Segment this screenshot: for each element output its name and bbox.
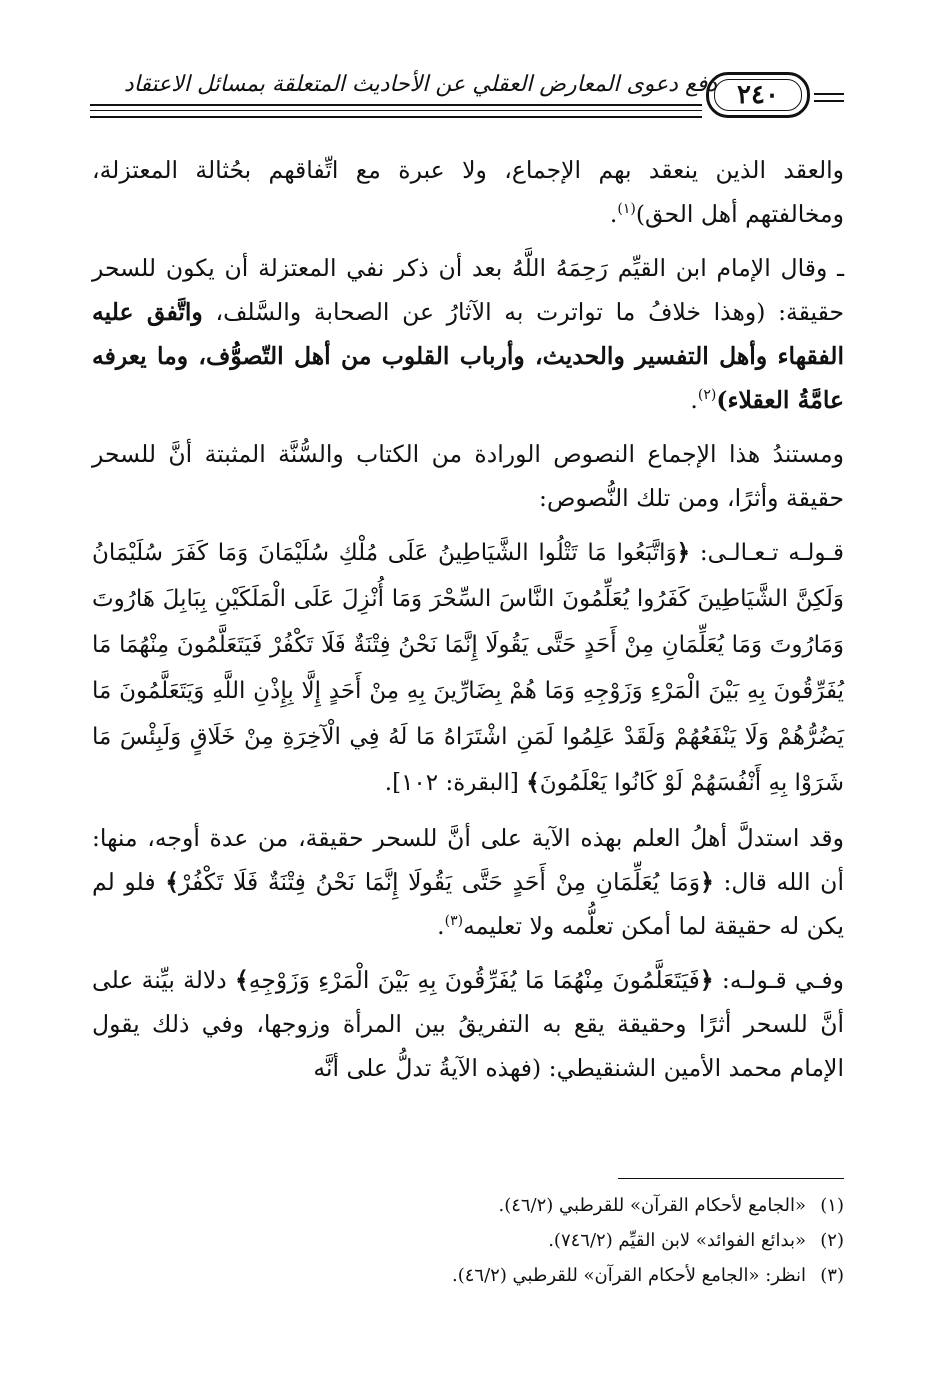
quran-verse: وَمَا يُعَلِّمَانِ مِنْ أَحَدٍ حَتَّى يَقُولَا إِنَّمَا نَحْنُ فِتْنَةٌ فَلَا تَكْفُرْ bbox=[178, 868, 701, 896]
verse-paragraph bbox=[92, 530, 844, 806]
footnote-text: انظر: «الجامع لأحكام القرآن» للقرطبي (٤٦/٢). bbox=[451, 1265, 806, 1286]
footnote bbox=[92, 1223, 844, 1258]
footnote-text: «بدائع الفوائد» لابن القيِّم (٧٤٦/٢). bbox=[548, 1230, 806, 1251]
quran-verse: وَاتَّبَعُوا مَا تَتْلُوا الشَّيَاطِينُ عَلَى مُلْكِ سُلَيْمَانَ وَمَا كَفَرَ سُلَيْمَانُ وَلَكِنَّ الشَّيَاطِينَ كَفَرُوا يُعَلِّمُونَ النَّاسَ السِّحْرَ وَمَا أُنْزِلَ عَلَى الْمَلَكَيْنِ بِبَابِلَ هَارُوتَ وَمَارُوتَ وَمَا يُعَلِّمَانِ مِنْ أَحَدٍ حَتَّى يَقُولَا إِنَّمَا نَحْنُ فِتْنَةٌ فَلَا تَكْفُرْ فَيَتَعَلَّمُونَ مِنْهُمَا مَا يُفَرِّقُونَ بِهِ بَيْنَ الْمَرْءِ وَزَوْجِهِ وَمَا هُمْ بِضَارِّينَ بِهِ مِنْ أَحَدٍ إِلَّا بِإِذْنِ اللَّهِ وَيَتَعَلَّمُونَ مَا يَضُرُّهُمْ وَلَا يَنْفَعُهُمْ وَلَقَدْ عَلِمُوا لَمَنِ اشْتَرَاهُ مَا لَهُ فِي الْآخِرَةِ مِنْ خَلَاقٍ وَلَبِئْسَ مَا شَرَوْا بِهِ أَنْفُسَهُمْ لَوْ كَانُوا يَعْلَمُونَ bbox=[92, 540, 844, 796]
paragraph bbox=[92, 148, 844, 236]
quran-close-bracket: ﴾ bbox=[234, 966, 249, 994]
paragraph bbox=[92, 246, 844, 422]
running-title: دفع دعوى المعارض العقلي عن الأحاديث المتعلقة بمسائل الاعتقاد bbox=[123, 72, 717, 97]
verse-reference: [البقرة: ١٠٢]. bbox=[384, 770, 519, 796]
paragraph-text: وقد استدلَّ أهلُ العلم بهذه الآية على أنَّ للسحر حقيقة، من عدة أوجه، منها: أن الله قال: bbox=[92, 824, 844, 896]
header-rule bbox=[814, 100, 844, 102]
paragraph-text: فلو لم يكن له حقيقة لما أمكن تعلُّمه ولا تعليمه bbox=[92, 868, 844, 940]
footnote-number: (١) bbox=[820, 1195, 844, 1216]
footnotes bbox=[92, 1188, 844, 1293]
quran-close-bracket: ﴾ bbox=[165, 868, 179, 896]
header-rule bbox=[90, 104, 702, 106]
quran-open-bracket: ﴿ bbox=[700, 868, 714, 896]
header-rule bbox=[90, 116, 702, 118]
header-rule bbox=[90, 110, 702, 111]
paragraph-text: دلالة بيِّنة على أنَّ للسحر أثرًا وحقيقة يقع به التفريقُ بين المرأة وزوجها، وفي ذلك يقول الإمام محمد الأمين الشنقيطي: (فهذه الآيةُ تدلُّ على أنَّه bbox=[92, 966, 844, 1082]
paragraph-text: والعقد الذين ينعقد بهم الإجماع، ولا عبرة مع اتِّفاقهم بحُثالة المعتزلة، ومخالفتهم أهل الحق) bbox=[92, 156, 844, 228]
page-number-frame bbox=[706, 72, 810, 118]
footnote-number: (٣) bbox=[820, 1265, 844, 1286]
quran-close-bracket: ﴾ bbox=[526, 769, 540, 796]
footnote-separator bbox=[618, 1178, 844, 1179]
punctuation: . bbox=[437, 912, 445, 940]
page-number: ٢٤٠ bbox=[714, 79, 802, 111]
footnote-ref[interactable]: (٣) bbox=[444, 913, 464, 930]
punctuation: . bbox=[690, 386, 698, 414]
paragraph bbox=[92, 816, 844, 948]
page-header bbox=[0, 60, 939, 130]
paragraph bbox=[92, 432, 844, 520]
quran-open-bracket: ﴿ bbox=[676, 539, 691, 566]
verse-intro: قـولـه تـعـالـى: bbox=[699, 540, 844, 566]
quran-open-bracket: ﴿ bbox=[699, 966, 714, 994]
paragraph bbox=[92, 958, 844, 1090]
footnote bbox=[92, 1188, 844, 1223]
bold-quote: واتَّفق عليه الفقهاء وأهل التفسير والحديث، وأرباب القلوب من أهل التّصوُّف، وما يعرفه عامَّةُ العقلاء) bbox=[92, 298, 845, 414]
punctuation: . bbox=[609, 200, 618, 228]
footnote-text: «الجامع لأحكام القرآن» للقرطبي (٤٦/٢). bbox=[498, 1195, 806, 1216]
paragraph-text: وفـي قـولـه: bbox=[721, 966, 844, 994]
footnote bbox=[92, 1258, 844, 1293]
footnote-ref[interactable]: (١) bbox=[617, 201, 636, 218]
main-text bbox=[92, 148, 844, 1100]
header-rule bbox=[814, 93, 844, 95]
paragraph-text: ومستندُ هذا الإجماع النصوص الورادة من الكتاب والسُّنَّة المثبتة أنَّ للسحر حقيقة وأثرًا، ومن تلك النُّصوص: bbox=[92, 440, 844, 512]
footnote-ref[interactable]: (٢) bbox=[697, 387, 717, 404]
footnote-number: (٢) bbox=[820, 1230, 844, 1251]
quran-verse: فَيَتَعَلَّمُونَ مِنْهُمَا مَا يُفَرِّقُونَ بِهِ بَيْنَ الْمَرْءِ وَزَوْجِهِ bbox=[248, 966, 700, 994]
paragraph-text: ـ وقال الإمام ابن القيِّم رَحِمَهُ اللَّهُ بعد أن ذكر نفي المعتزلة أن يكون للسحر حقيقة: (وهذا خلافُ ما تواترت به الآثارُ عن الصحابة والسَّلف، bbox=[92, 254, 845, 326]
